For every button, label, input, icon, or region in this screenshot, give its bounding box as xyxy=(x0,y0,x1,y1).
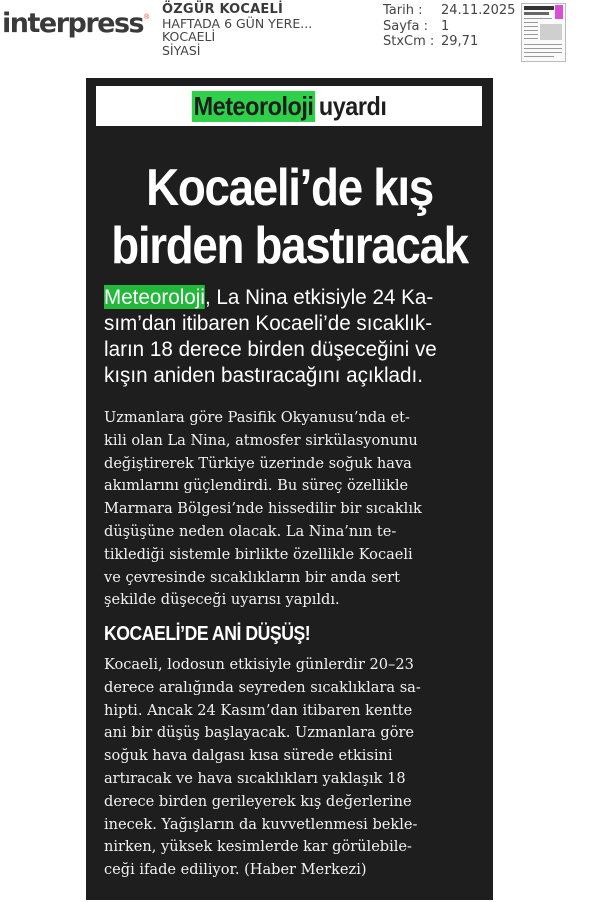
body-line: soğuk hava dalgası kısa sürede etkisini xyxy=(104,746,393,765)
headline-line: Kocaeli’de kış xyxy=(146,159,433,217)
meta-value: 24.11.2025 xyxy=(441,3,516,18)
body-line: tiklediği sistemle birlikte özellikle Kocaeli xyxy=(104,544,413,563)
lead-line xyxy=(104,284,478,310)
meta-label: Tarih : xyxy=(383,3,423,18)
news-article xyxy=(86,78,493,900)
lead-highlight: Meteoroloji xyxy=(104,285,205,309)
kicker-box xyxy=(96,86,482,126)
logo-text: interpress xyxy=(2,8,144,39)
body-line: ceği ifade ediliyor. (Haber Merkezi) xyxy=(104,860,367,879)
body-paragraph-1 xyxy=(104,406,432,611)
meta-value: 1 xyxy=(441,18,450,34)
kicker xyxy=(192,91,387,122)
kicker-rest: uyardı xyxy=(318,90,387,121)
body-line: Marmara Bölgesi’nde hissedilir bir sıcaklık xyxy=(104,499,422,518)
publication-frequency: HAFTADA 6 GÜN YERE... xyxy=(162,15,313,31)
kicker-highlight: Meteoroloji xyxy=(193,90,314,121)
registered-mark: ® xyxy=(144,14,150,21)
paper-name: ÖZGÜR KOCAELİ xyxy=(162,2,283,17)
publication-region: KOCAELİ xyxy=(162,29,216,45)
body-line: düşüşüne neden olacak. La Nina’nın te- xyxy=(104,521,397,540)
body-line: derece birden gerileyerek kış değerlerine xyxy=(104,791,412,810)
publication-section: SİYASİ xyxy=(162,42,201,58)
lead-line-text: , La Nina etkisiyle 24 Ka- xyxy=(204,285,434,309)
subheading: KOCAELİ’DE ANİ DÜŞÜŞ! xyxy=(104,623,311,645)
lead-line: kışın aniden bastıracağını açıkladı. xyxy=(104,363,423,387)
meta-row-page xyxy=(383,19,515,35)
body-line: şekilde düşeceği uyarısı yapıldı. xyxy=(104,590,340,609)
meta-row-date xyxy=(383,3,515,19)
publication-info xyxy=(162,3,312,57)
lead-paragraph xyxy=(104,284,494,388)
lead-line: sım’dan itibaren Kocaeli’de sıcaklık- xyxy=(104,311,433,335)
body-line: Kocaeli, lodosun etkisiyle günlerdir 20–23 xyxy=(104,655,414,673)
clipping-meta xyxy=(383,3,515,50)
headline xyxy=(86,159,493,275)
headline-line: birden bastıracak xyxy=(111,217,468,275)
body-line: değiştirerek Türkiye üzerinde soğuk hava xyxy=(104,453,412,472)
lead-line: ların 18 derece birden düşeceğini ve xyxy=(104,337,437,361)
body-line: Uzmanlara göre Pasifik Okyanusu’nda et- xyxy=(104,408,410,426)
body-line: ani bir düşüş başlayacak. Uzmanlara göre xyxy=(104,723,415,742)
body-line: derece aralığında seyreden sıcaklıklara sa- xyxy=(104,677,421,696)
body-line: artıracak ve hava sıcaklıkları yaklaşık 18 xyxy=(104,768,406,787)
meta-value: 29,71 xyxy=(441,34,479,50)
body-line: kili olan La Nina, atmosfer sirkülasyonunu xyxy=(104,430,418,449)
body-line: inecek. Yağışların da kuvvetlenmesi bekle- xyxy=(104,814,418,833)
page-thumbnail[interactable] xyxy=(521,3,566,62)
body-line: ve çevresinde sıcaklıkların bir anda sert xyxy=(104,567,400,586)
body-line: nirken, yüksek kesimlerde kar görülebile- xyxy=(104,837,412,856)
body-line: akımlarını güçlendirdi. Bu süreç özellikle xyxy=(104,476,409,495)
body-paragraph-2 xyxy=(104,653,431,881)
meta-label: StxCm : xyxy=(383,34,435,50)
meta-label: Sayfa : xyxy=(383,18,428,34)
meta-row-stxcm xyxy=(383,34,515,50)
interpress-logo xyxy=(2,3,149,39)
body-line: hipti. Ancak 24 Kasım’dan itibaren kentte xyxy=(104,700,413,719)
